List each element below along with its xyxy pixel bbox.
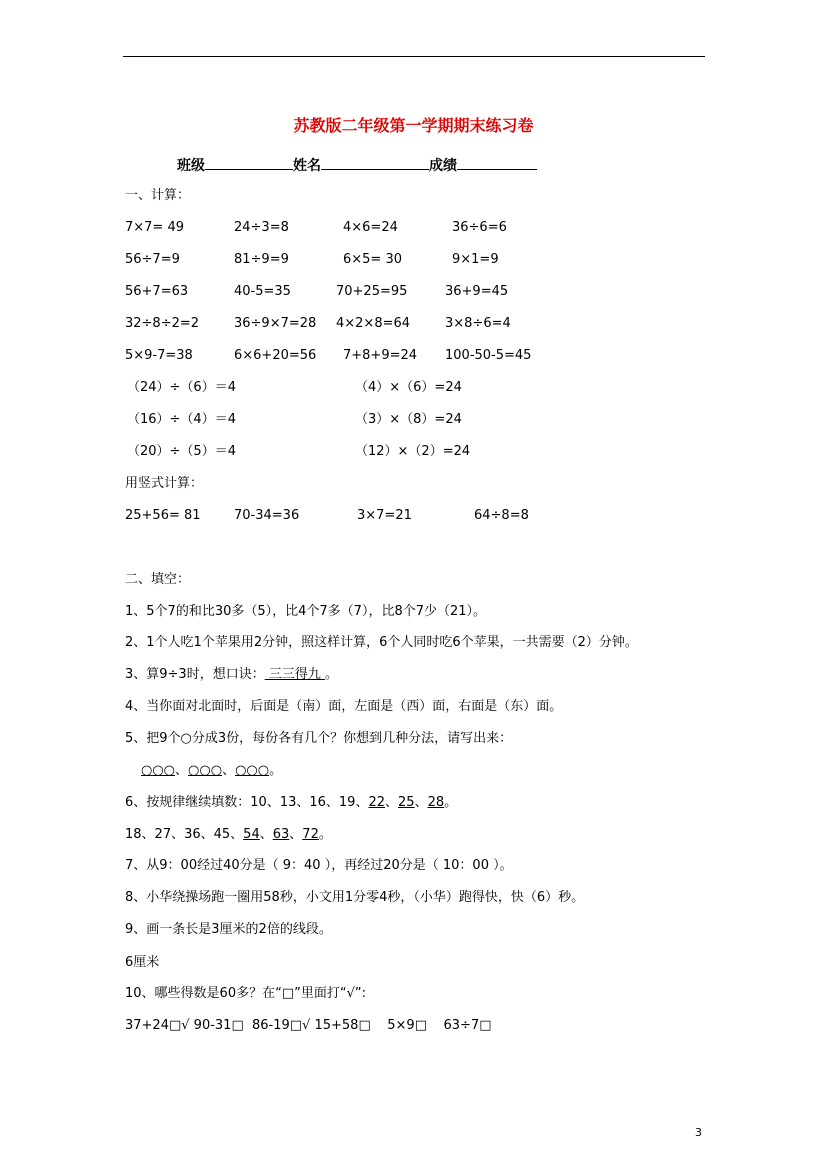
question-9: 9、画一条长是3厘米的2倍的线段。 (125, 922, 332, 937)
score-blank (457, 155, 537, 170)
calc-item: 32÷8÷2=2 (125, 316, 200, 331)
header-rule (123, 56, 705, 57)
calc-item: 7+8+9=24 (343, 348, 418, 363)
calc-item: 70+25=95 (336, 284, 408, 299)
answer-blank: 22 (368, 795, 385, 810)
section2-heading: 二、填空： (125, 572, 191, 587)
answer-blank: 72 (302, 827, 319, 842)
answer-blank: ○○○ (188, 763, 223, 778)
calc-item: 56+7=63 (125, 284, 189, 299)
page-title: 苏教版二年级第一学期期末练习卷 (293, 116, 534, 135)
answer-blank: ○○○ (235, 763, 270, 778)
question-10-items: 37+24□√ 90-31□ 86-19□√ 15+58□ 5×9□ 63÷7□ (125, 1018, 492, 1033)
question-5-answers (141, 762, 282, 780)
vertical-calc-item: 25+56= 81 (125, 508, 201, 523)
vertical-calc-item: 3×7=21 (357, 508, 412, 523)
question-7: 7、从9：00经过40分是（ 9：40 ），再经过20分是（ 10：00 ）。 (125, 858, 513, 873)
separator: 、 (259, 827, 273, 842)
name-blank (321, 155, 429, 170)
calc-item: 24÷3=8 (234, 220, 289, 235)
calc-item: 3×8÷6=4 (445, 316, 511, 331)
answer-blank: 25 (398, 795, 415, 810)
separator: 、 (222, 763, 236, 778)
end-mark: 。 (269, 763, 283, 778)
calc-item: 4×6=24 (343, 220, 398, 235)
question-10: 10、哪些得数是60多？在“□”里面打“√”: (125, 986, 366, 1001)
question-2: 2、1个人吃1个苹果用2分钟，照这样计算，6个人同时吃6个苹果，一共需要（2）分钟。 (125, 635, 638, 650)
calc-item: 6×5= 30 (343, 252, 403, 267)
calc-item: 6×6+20=56 (234, 348, 317, 363)
separator: 、 (175, 763, 189, 778)
question-5: 5、把9个○分成3份，每份各有几个？你想到几种分法，请写出来： (125, 731, 513, 746)
question-1: 1、5个7的和比30多（5），比4个7多（7），比8个7少（21）。 (125, 604, 487, 619)
question-4: 4、当你面对北面时，后面是（南）面，左面是（西）面，右面是（东）面。 (125, 699, 563, 714)
question-3-text: 3、算9÷3时，想口诀： (125, 667, 265, 682)
answer-blank: ○○○ (141, 763, 176, 778)
calc-item: 56÷7=9 (125, 252, 180, 267)
calc-item: 40-5=35 (234, 284, 291, 299)
separator: 、 (289, 827, 303, 842)
fill-calc-item: （4）×（6）=24 (355, 380, 462, 395)
calc-item: 9×1=9 (452, 252, 499, 267)
section1-heading: 一、计算： (125, 188, 191, 203)
class-blank (205, 155, 293, 170)
fill-calc-item: （3）×（8）=24 (355, 412, 462, 427)
question-9-answer: 6厘米 (125, 955, 160, 970)
calc-item: 4×2×8=64 (336, 316, 411, 331)
answer-blank: 63 (272, 827, 290, 842)
calc-item: 5×9-7=38 (125, 348, 193, 363)
question-3-end: 。 (324, 667, 338, 682)
fill-calc-item: （24）÷（6）＝4 (127, 380, 236, 395)
question-3 (125, 666, 338, 684)
question-6b (125, 826, 332, 844)
end-mark: 。 (318, 827, 332, 842)
fill-calc-item: （20）÷（5）＝4 (127, 444, 236, 459)
question-6-text: 6、按规律继续填数：10、13、16、19、 (125, 795, 369, 810)
answer-blank: 54 (243, 827, 260, 842)
answer-blank: 28 (427, 795, 445, 810)
vertical-calc-heading: 用竖式计算： (125, 476, 204, 491)
student-info-line (177, 155, 537, 175)
calc-item: 36+9=45 (445, 284, 509, 299)
score-label: 成绩 (429, 158, 457, 174)
question-8: 8、小华绕操场跑一圈用58秒，小文用1分零4秒，（小华）跑得快，快（6）秒。 (125, 890, 585, 905)
calc-item: 36÷6=6 (452, 220, 507, 235)
end-mark: 。 (444, 795, 458, 810)
question-6b-text: 18、27、36、45、 (125, 827, 244, 842)
question-3-answer: 三三得九 (264, 667, 325, 682)
calc-item: 100-50-5=45 (445, 348, 532, 363)
separator: 、 (385, 795, 399, 810)
calc-item: 7×7= 49 (125, 220, 185, 235)
fill-calc-item: （12）×（2）=24 (355, 444, 471, 459)
fill-calc-item: （16）÷（4）＝4 (127, 412, 236, 427)
name-label: 姓名 (293, 158, 321, 174)
vertical-calc-item: 64÷8=8 (474, 508, 529, 523)
question-6 (125, 794, 457, 812)
calc-item: 36÷9×7=28 (234, 316, 317, 331)
vertical-calc-item: 70-34=36 (234, 508, 300, 523)
class-label: 班级 (177, 158, 205, 174)
page-number: 3 (695, 1126, 702, 1139)
separator: 、 (414, 795, 428, 810)
calc-item: 81÷9=9 (234, 252, 289, 267)
